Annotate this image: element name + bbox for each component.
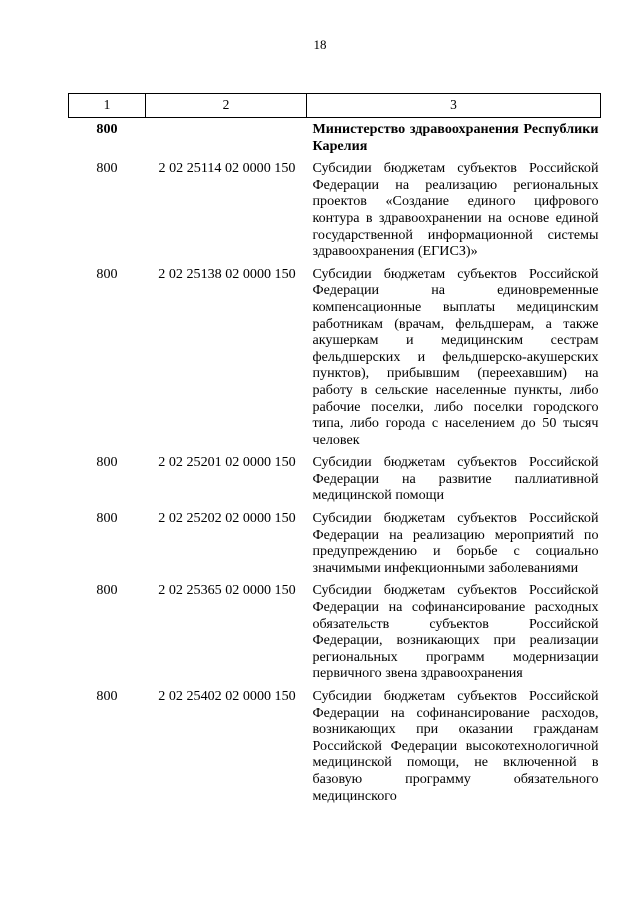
income-name-cell: Субсидии бюджетам субъектов Российской Федерации на софинансирование расходных обязательств субъектов Российской Федерации, возникающих при реализации региональных программ модернизации первичного звена здравоохранения <box>312 582 599 682</box>
table-header-row <box>69 94 601 118</box>
income-code-cell: 2 02 25365 02 0000 150 <box>158 582 296 599</box>
income-code-cell: 2 02 25138 02 0000 150 <box>158 265 296 282</box>
column-header-2: 2 <box>146 94 307 118</box>
table-row <box>69 579 601 685</box>
table-row <box>69 118 601 158</box>
table-row <box>69 157 601 263</box>
column-header-1: 1 <box>69 94 146 118</box>
admin-code-cell: 800 <box>96 265 118 282</box>
income-code-cell <box>146 118 307 158</box>
admin-code-cell: 800 <box>96 510 118 527</box>
table-row <box>69 685 601 807</box>
budget-codes-table <box>68 93 601 807</box>
income-name-cell: Субсидии бюджетам субъектов Российской Федерации на развитие паллиативной медицинской помощи <box>312 454 599 504</box>
income-name-cell: Министерство здравоохранения Республики Карелия <box>312 121 599 154</box>
admin-code-cell: 800 <box>96 688 118 704</box>
admin-code-cell: 800 <box>96 160 118 177</box>
page-number: 18 <box>313 37 327 52</box>
table-row <box>69 507 601 579</box>
income-name-cell: Субсидии бюджетам субъектов Российской Федерации на реализацию мероприятий по предупреждению и борьбе с социально значимыми инфекционными заболеваниями <box>312 510 599 576</box>
income-name-cell: Субсидии бюджетам субъектов Российской Федерации на реализацию региональных проектов «Создание единого цифрового контура в здравоохранении на основе единой государственной информационной системы здравоохранения (ЕГИСЗ)» <box>312 160 599 260</box>
income-name-cell: Субсидии бюджетам субъектов Российской Федерации на единовременные компенсационные выплаты медицинским работникам (врачам, фельдшерам, а также акушеркам и медицинским сестрам фельдшерских и фельдшерско-акушерских пунктов), прибывшим (переехавшим) на работу в сельские населенные пункты, либо рабочие поселки, либо поселки городского типа, либо города с населением до 50 тысяч человек <box>312 265 599 448</box>
admin-code-cell: 800 <box>96 121 118 137</box>
income-code-cell: 2 02 25402 02 0000 150 <box>158 688 296 704</box>
admin-code-cell: 800 <box>96 582 118 599</box>
table-row <box>69 263 601 452</box>
column-header-3: 3 <box>307 94 601 118</box>
income-code-cell: 2 02 25114 02 0000 150 <box>158 160 296 177</box>
admin-code-cell: 800 <box>96 454 118 471</box>
income-name-cell: Субсидии бюджетам субъектов Российской Федерации на софинансирование расходов, возникающих при оказании гражданам Российской Федерации высокотехнологичной медицинской помощи, не включенной в базовую программу обязательного медицинского <box>312 688 599 804</box>
income-code-cell: 2 02 25202 02 0000 150 <box>158 510 296 527</box>
table-row <box>69 451 601 507</box>
income-code-cell: 2 02 25201 02 0000 150 <box>158 454 296 471</box>
